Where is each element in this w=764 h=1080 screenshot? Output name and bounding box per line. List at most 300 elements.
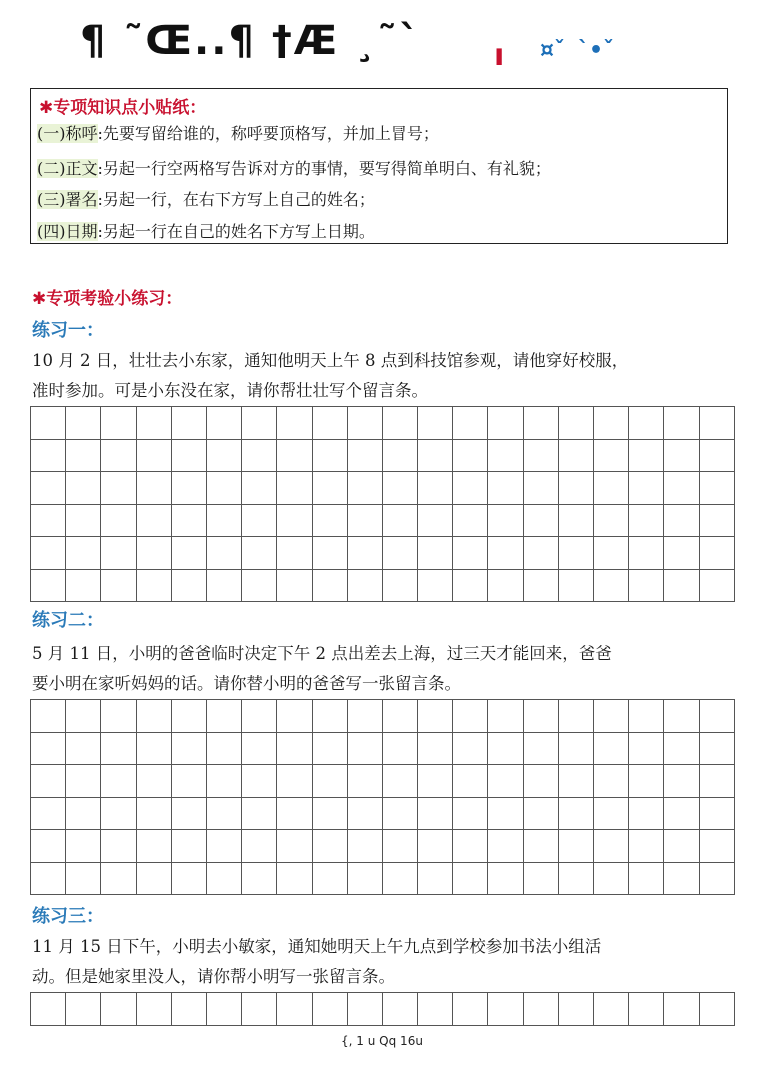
- grid-cell[interactable]: [242, 570, 277, 603]
- grid-cell[interactable]: [66, 407, 101, 440]
- grid-cell[interactable]: [242, 440, 277, 473]
- grid-cell[interactable]: [207, 700, 242, 733]
- grid-cell[interactable]: [629, 537, 664, 570]
- grid-cell[interactable]: [101, 993, 136, 1026]
- grid-cell[interactable]: [137, 537, 172, 570]
- grid-cell[interactable]: [207, 472, 242, 505]
- grid-cell[interactable]: [559, 472, 594, 505]
- grid-cell[interactable]: [594, 505, 629, 538]
- grid-cell[interactable]: [66, 537, 101, 570]
- grid-cell[interactable]: [137, 472, 172, 505]
- grid-cell[interactable]: [242, 830, 277, 863]
- grid-cell[interactable]: [453, 798, 488, 831]
- grid-cell[interactable]: [664, 765, 699, 798]
- grid-row: [31, 993, 735, 1026]
- grid-cell[interactable]: [594, 798, 629, 831]
- grid-cell[interactable]: [242, 993, 277, 1026]
- grid-cell[interactable]: [31, 537, 66, 570]
- tip-row: [37, 156, 551, 179]
- grid-row: [31, 440, 735, 473]
- grid-cell[interactable]: [66, 765, 101, 798]
- grid-cell[interactable]: [488, 537, 523, 570]
- grid-row: [31, 570, 735, 603]
- grid-cell[interactable]: [524, 472, 559, 505]
- grid-cell[interactable]: [101, 537, 136, 570]
- grid-cell[interactable]: [31, 472, 66, 505]
- grid-cell[interactable]: [418, 798, 453, 831]
- grid-cell[interactable]: [66, 570, 101, 603]
- grid-cell[interactable]: [594, 733, 629, 766]
- grid-cell[interactable]: [559, 765, 594, 798]
- grid-cell[interactable]: [488, 700, 523, 733]
- grid-cell[interactable]: [453, 537, 488, 570]
- grid-cell[interactable]: [488, 765, 523, 798]
- grid-cell[interactable]: [31, 733, 66, 766]
- grid-cell[interactable]: [348, 733, 383, 766]
- grid-cell[interactable]: [524, 407, 559, 440]
- tip-label: (四)日期: [37, 222, 98, 241]
- grid-cell[interactable]: [664, 537, 699, 570]
- grid-cell[interactable]: [137, 863, 172, 896]
- grid-cell[interactable]: [559, 733, 594, 766]
- grid-cell[interactable]: [594, 537, 629, 570]
- grid-cell[interactable]: [524, 863, 559, 896]
- grid-cell[interactable]: [242, 537, 277, 570]
- grid-cell[interactable]: [594, 570, 629, 603]
- grid-cell[interactable]: [629, 798, 664, 831]
- grid-cell[interactable]: [277, 863, 312, 896]
- grid-cell[interactable]: [66, 830, 101, 863]
- grid-cell[interactable]: [453, 863, 488, 896]
- grid-cell[interactable]: [524, 798, 559, 831]
- grid-cell[interactable]: [559, 570, 594, 603]
- grid-cell[interactable]: [313, 505, 348, 538]
- grid-cell[interactable]: [242, 407, 277, 440]
- grid-cell[interactable]: [453, 700, 488, 733]
- grid-cell[interactable]: [207, 505, 242, 538]
- grid-cell[interactable]: [31, 798, 66, 831]
- grid-cell[interactable]: [137, 700, 172, 733]
- exercise-2-title: 练习二：: [32, 610, 104, 631]
- grid-cell[interactable]: [277, 537, 312, 570]
- grid-cell[interactable]: [101, 798, 136, 831]
- grid-cell[interactable]: [101, 765, 136, 798]
- grid-cell[interactable]: [207, 993, 242, 1026]
- grid-cell[interactable]: [172, 570, 207, 603]
- grid-cell[interactable]: [488, 472, 523, 505]
- grid-cell[interactable]: [488, 993, 523, 1026]
- grid-cell[interactable]: [137, 570, 172, 603]
- grid-cell[interactable]: [101, 505, 136, 538]
- grid-cell[interactable]: [559, 407, 594, 440]
- grid-cell[interactable]: [488, 830, 523, 863]
- grid-cell[interactable]: [348, 440, 383, 473]
- grid-cell[interactable]: [207, 798, 242, 831]
- grid-cell[interactable]: [348, 700, 383, 733]
- writing-grid-2[interactable]: [30, 699, 735, 895]
- grid-cell[interactable]: [453, 993, 488, 1026]
- grid-cell[interactable]: [524, 505, 559, 538]
- grid-cell[interactable]: [101, 407, 136, 440]
- grid-cell[interactable]: [101, 700, 136, 733]
- grid-cell[interactable]: [664, 733, 699, 766]
- grid-cell[interactable]: [629, 993, 664, 1026]
- grid-cell[interactable]: [172, 440, 207, 473]
- grid-cell[interactable]: [31, 993, 66, 1026]
- grid-cell[interactable]: [242, 700, 277, 733]
- grid-cell[interactable]: [664, 863, 699, 896]
- grid-cell[interactable]: [559, 830, 594, 863]
- grid-cell[interactable]: [31, 765, 66, 798]
- grid-cell[interactable]: [559, 700, 594, 733]
- grid-cell[interactable]: [66, 798, 101, 831]
- grid-cell[interactable]: [172, 830, 207, 863]
- grid-cell[interactable]: [383, 863, 418, 896]
- grid-cell[interactable]: [559, 537, 594, 570]
- grid-cell[interactable]: [207, 765, 242, 798]
- grid-cell[interactable]: [31, 830, 66, 863]
- grid-cell[interactable]: [172, 407, 207, 440]
- grid-cell[interactable]: [488, 505, 523, 538]
- grid-cell[interactable]: [383, 765, 418, 798]
- grid-cell[interactable]: [137, 798, 172, 831]
- grid-cell[interactable]: [418, 700, 453, 733]
- grid-cell[interactable]: [313, 733, 348, 766]
- tip-text: :另起一行空两格写告诉对方的事情，要写得简单明白、有礼貌；: [97, 159, 551, 178]
- grid-cell[interactable]: [700, 700, 735, 733]
- page-footer: {, 1 u Qq 16u: [341, 1034, 423, 1048]
- grid-cell[interactable]: [348, 798, 383, 831]
- grid-cell[interactable]: [629, 863, 664, 896]
- grid-cell[interactable]: [664, 440, 699, 473]
- tips-title: ✱专项知识点小贴纸：: [39, 98, 207, 118]
- grid-cell[interactable]: [101, 472, 136, 505]
- grid-cell[interactable]: [664, 505, 699, 538]
- grid-cell[interactable]: [137, 505, 172, 538]
- grid-cell[interactable]: [629, 700, 664, 733]
- grid-row: [31, 505, 735, 538]
- prompt-line: 5 月 11 日，小明的爸爸临时决定下午 2 点出差去上海，过三天才能回来，爸爸: [32, 644, 612, 663]
- grid-cell[interactable]: [101, 830, 136, 863]
- grid-cell[interactable]: [31, 440, 66, 473]
- grid-cell[interactable]: [242, 798, 277, 831]
- grid-cell[interactable]: [700, 765, 735, 798]
- grid-cell[interactable]: [313, 765, 348, 798]
- grid-cell[interactable]: [172, 993, 207, 1026]
- grid-cell[interactable]: [524, 993, 559, 1026]
- grid-cell[interactable]: [313, 537, 348, 570]
- exercise-1-prompt: [32, 346, 732, 406]
- grid-cell[interactable]: [242, 505, 277, 538]
- grid-cell[interactable]: [172, 537, 207, 570]
- grid-cell[interactable]: [101, 440, 136, 473]
- grid-cell[interactable]: [31, 407, 66, 440]
- grid-cell[interactable]: [664, 407, 699, 440]
- grid-cell[interactable]: [66, 472, 101, 505]
- prompt-line: 要小明在家听妈妈的话。请你替小明的爸爸写一张留言条。: [32, 674, 461, 693]
- grid-row: [31, 765, 735, 798]
- grid-cell[interactable]: [418, 407, 453, 440]
- grid-cell[interactable]: [172, 798, 207, 831]
- page-header: [0, 18, 764, 78]
- prompt-line: 11 月 15 日下午，小明去小敏家，通知她明天上午九点到学校参加书法小组活: [32, 937, 602, 956]
- grid-cell[interactable]: [207, 440, 242, 473]
- grid-cell[interactable]: [488, 440, 523, 473]
- grid-cell[interactable]: [277, 440, 312, 473]
- exercise-3-prompt: [32, 932, 732, 992]
- grid-cell[interactable]: [524, 733, 559, 766]
- grid-row: [31, 537, 735, 570]
- grid-cell[interactable]: [488, 863, 523, 896]
- header-red-mark: ı: [494, 38, 505, 73]
- grid-cell[interactable]: [101, 863, 136, 896]
- grid-cell[interactable]: [277, 700, 312, 733]
- grid-cell[interactable]: [313, 407, 348, 440]
- grid-cell[interactable]: [629, 505, 664, 538]
- knowledge-tips-box: [30, 88, 728, 244]
- grid-cell[interactable]: [700, 407, 735, 440]
- grid-cell[interactable]: [66, 733, 101, 766]
- grid-cell[interactable]: [383, 798, 418, 831]
- grid-cell[interactable]: [629, 733, 664, 766]
- grid-cell[interactable]: [277, 733, 312, 766]
- grid-cell[interactable]: [418, 993, 453, 1026]
- grid-cell[interactable]: [66, 440, 101, 473]
- practice-section-title: ✱专项考验小练习：: [32, 289, 183, 309]
- grid-cell[interactable]: [277, 505, 312, 538]
- grid-cell[interactable]: [242, 472, 277, 505]
- grid-cell[interactable]: [313, 830, 348, 863]
- grid-cell[interactable]: [101, 570, 136, 603]
- grid-cell[interactable]: [700, 537, 735, 570]
- grid-cell[interactable]: [594, 863, 629, 896]
- grid-cell[interactable]: [664, 472, 699, 505]
- grid-cell[interactable]: [242, 733, 277, 766]
- grid-cell[interactable]: [559, 798, 594, 831]
- grid-cell[interactable]: [383, 537, 418, 570]
- grid-cell[interactable]: [313, 700, 348, 733]
- grid-cell[interactable]: [277, 765, 312, 798]
- grid-cell[interactable]: [453, 505, 488, 538]
- grid-cell[interactable]: [313, 440, 348, 473]
- grid-cell[interactable]: [524, 570, 559, 603]
- grid-cell[interactable]: [488, 798, 523, 831]
- grid-row: [31, 472, 735, 505]
- grid-cell[interactable]: [277, 830, 312, 863]
- tip-row: [37, 187, 375, 210]
- grid-cell[interactable]: [524, 440, 559, 473]
- grid-cell[interactable]: [629, 440, 664, 473]
- grid-cell[interactable]: [207, 733, 242, 766]
- grid-cell[interactable]: [313, 798, 348, 831]
- tip-text: :另起一行在自己的姓名下方写上日期。: [97, 222, 375, 241]
- grid-cell[interactable]: [137, 765, 172, 798]
- tip-label: (一)称呼: [37, 124, 98, 143]
- grid-cell[interactable]: [101, 733, 136, 766]
- grid-cell[interactable]: [488, 407, 523, 440]
- grid-cell[interactable]: [418, 863, 453, 896]
- grid-cell[interactable]: [629, 407, 664, 440]
- grid-cell[interactable]: [629, 472, 664, 505]
- grid-cell[interactable]: [594, 472, 629, 505]
- grid-cell[interactable]: [383, 700, 418, 733]
- grid-cell[interactable]: [700, 863, 735, 896]
- grid-cell[interactable]: [277, 570, 312, 603]
- grid-row: [31, 700, 735, 733]
- grid-cell[interactable]: [172, 700, 207, 733]
- grid-cell[interactable]: [453, 440, 488, 473]
- grid-cell[interactable]: [172, 863, 207, 896]
- grid-cell[interactable]: [418, 440, 453, 473]
- grid-cell[interactable]: [207, 570, 242, 603]
- grid-cell[interactable]: [524, 700, 559, 733]
- grid-cell[interactable]: [207, 407, 242, 440]
- grid-cell[interactable]: [277, 407, 312, 440]
- grid-cell[interactable]: [348, 537, 383, 570]
- grid-cell[interactable]: [559, 505, 594, 538]
- grid-cell[interactable]: [700, 570, 735, 603]
- grid-cell[interactable]: [524, 537, 559, 570]
- grid-cell[interactable]: [700, 993, 735, 1026]
- grid-cell[interactable]: [629, 765, 664, 798]
- grid-cell[interactable]: [594, 830, 629, 863]
- prompt-line: 准时参加。可是小东没在家，请你帮壮壮写个留言条。: [32, 381, 428, 400]
- grid-cell[interactable]: [207, 830, 242, 863]
- grid-cell[interactable]: [524, 765, 559, 798]
- grid-cell[interactable]: [348, 993, 383, 1026]
- grid-cell[interactable]: [137, 733, 172, 766]
- grid-cell[interactable]: [629, 570, 664, 603]
- grid-cell[interactable]: [453, 733, 488, 766]
- grid-cell[interactable]: [700, 505, 735, 538]
- grid-cell[interactable]: [453, 765, 488, 798]
- tip-row: [37, 121, 439, 144]
- grid-cell[interactable]: [700, 472, 735, 505]
- grid-cell[interactable]: [172, 472, 207, 505]
- grid-cell[interactable]: [629, 830, 664, 863]
- grid-cell[interactable]: [418, 570, 453, 603]
- grid-cell[interactable]: [207, 537, 242, 570]
- header-title: ¶ ˜Œ..¶ †Æ ¸˜`: [80, 18, 422, 64]
- grid-cell[interactable]: [453, 407, 488, 440]
- grid-cell[interactable]: [664, 993, 699, 1026]
- exercise-3-title: 练习三：: [32, 906, 104, 927]
- grid-cell[interactable]: [348, 407, 383, 440]
- grid-cell[interactable]: [700, 440, 735, 473]
- grid-cell[interactable]: [348, 863, 383, 896]
- grid-cell[interactable]: [559, 440, 594, 473]
- grid-cell[interactable]: [664, 570, 699, 603]
- grid-cell[interactable]: [31, 570, 66, 603]
- grid-cell[interactable]: [594, 407, 629, 440]
- grid-cell[interactable]: [348, 765, 383, 798]
- grid-cell[interactable]: [700, 830, 735, 863]
- grid-cell[interactable]: [277, 798, 312, 831]
- grid-cell[interactable]: [418, 472, 453, 505]
- grid-cell[interactable]: [207, 863, 242, 896]
- grid-cell[interactable]: [418, 537, 453, 570]
- grid-cell[interactable]: [664, 830, 699, 863]
- grid-cell[interactable]: [383, 505, 418, 538]
- grid-cell[interactable]: [488, 570, 523, 603]
- grid-cell[interactable]: [31, 700, 66, 733]
- grid-cell[interactable]: [137, 993, 172, 1026]
- grid-cell[interactable]: [66, 505, 101, 538]
- grid-cell[interactable]: [66, 863, 101, 896]
- grid-cell[interactable]: [313, 993, 348, 1026]
- grid-row: [31, 798, 735, 831]
- grid-cell[interactable]: [383, 407, 418, 440]
- grid-cell[interactable]: [453, 830, 488, 863]
- grid-cell[interactable]: [488, 733, 523, 766]
- grid-cell[interactable]: [242, 765, 277, 798]
- grid-cell[interactable]: [383, 830, 418, 863]
- grid-row: [31, 863, 735, 896]
- grid-cell[interactable]: [594, 700, 629, 733]
- grid-cell[interactable]: [348, 570, 383, 603]
- prompt-line: 10 月 2 日，壮壮去小东家，通知他明天上午 8 点到科技馆参观，请他穿好校服，: [32, 351, 629, 370]
- grid-cell[interactable]: [313, 863, 348, 896]
- grid-cell[interactable]: [418, 765, 453, 798]
- grid-cell[interactable]: [66, 700, 101, 733]
- grid-cell[interactable]: [594, 440, 629, 473]
- grid-cell[interactable]: [700, 798, 735, 831]
- tip-text: :先要写留给谁的，称呼要顶格写，并加上冒号；: [97, 124, 439, 143]
- writing-grid-3[interactable]: [30, 992, 735, 1026]
- grid-cell[interactable]: [418, 733, 453, 766]
- grid-cell[interactable]: [313, 472, 348, 505]
- grid-cell[interactable]: [418, 505, 453, 538]
- grid-cell[interactable]: [664, 798, 699, 831]
- grid-cell[interactable]: [559, 993, 594, 1026]
- grid-cell[interactable]: [383, 440, 418, 473]
- grid-cell[interactable]: [664, 700, 699, 733]
- grid-cell[interactable]: [172, 733, 207, 766]
- header-blue-mark-2: `•ˇ: [578, 38, 615, 63]
- grid-cell[interactable]: [172, 765, 207, 798]
- grid-cell[interactable]: [31, 863, 66, 896]
- grid-cell[interactable]: [348, 505, 383, 538]
- grid-cell[interactable]: [453, 472, 488, 505]
- grid-cell[interactable]: [418, 830, 453, 863]
- grid-cell[interactable]: [594, 765, 629, 798]
- grid-cell[interactable]: [348, 472, 383, 505]
- grid-cell[interactable]: [453, 570, 488, 603]
- grid-cell[interactable]: [313, 570, 348, 603]
- grid-cell[interactable]: [383, 472, 418, 505]
- grid-cell[interactable]: [524, 830, 559, 863]
- grid-cell[interactable]: [137, 830, 172, 863]
- grid-cell[interactable]: [348, 830, 383, 863]
- writing-grid-1[interactable]: [30, 406, 735, 602]
- grid-cell[interactable]: [277, 472, 312, 505]
- grid-cell[interactable]: [277, 993, 312, 1026]
- grid-cell[interactable]: [137, 440, 172, 473]
- grid-cell[interactable]: [559, 863, 594, 896]
- grid-row: [31, 407, 735, 440]
- grid-cell[interactable]: [31, 505, 66, 538]
- grid-row: [31, 830, 735, 863]
- grid-cell[interactable]: [594, 993, 629, 1026]
- grid-cell[interactable]: [137, 407, 172, 440]
- grid-cell[interactable]: [383, 570, 418, 603]
- grid-cell[interactable]: [242, 863, 277, 896]
- grid-cell[interactable]: [383, 993, 418, 1026]
- grid-cell[interactable]: [172, 505, 207, 538]
- grid-cell[interactable]: [66, 993, 101, 1026]
- grid-cell[interactable]: [383, 733, 418, 766]
- grid-cell[interactable]: [700, 733, 735, 766]
